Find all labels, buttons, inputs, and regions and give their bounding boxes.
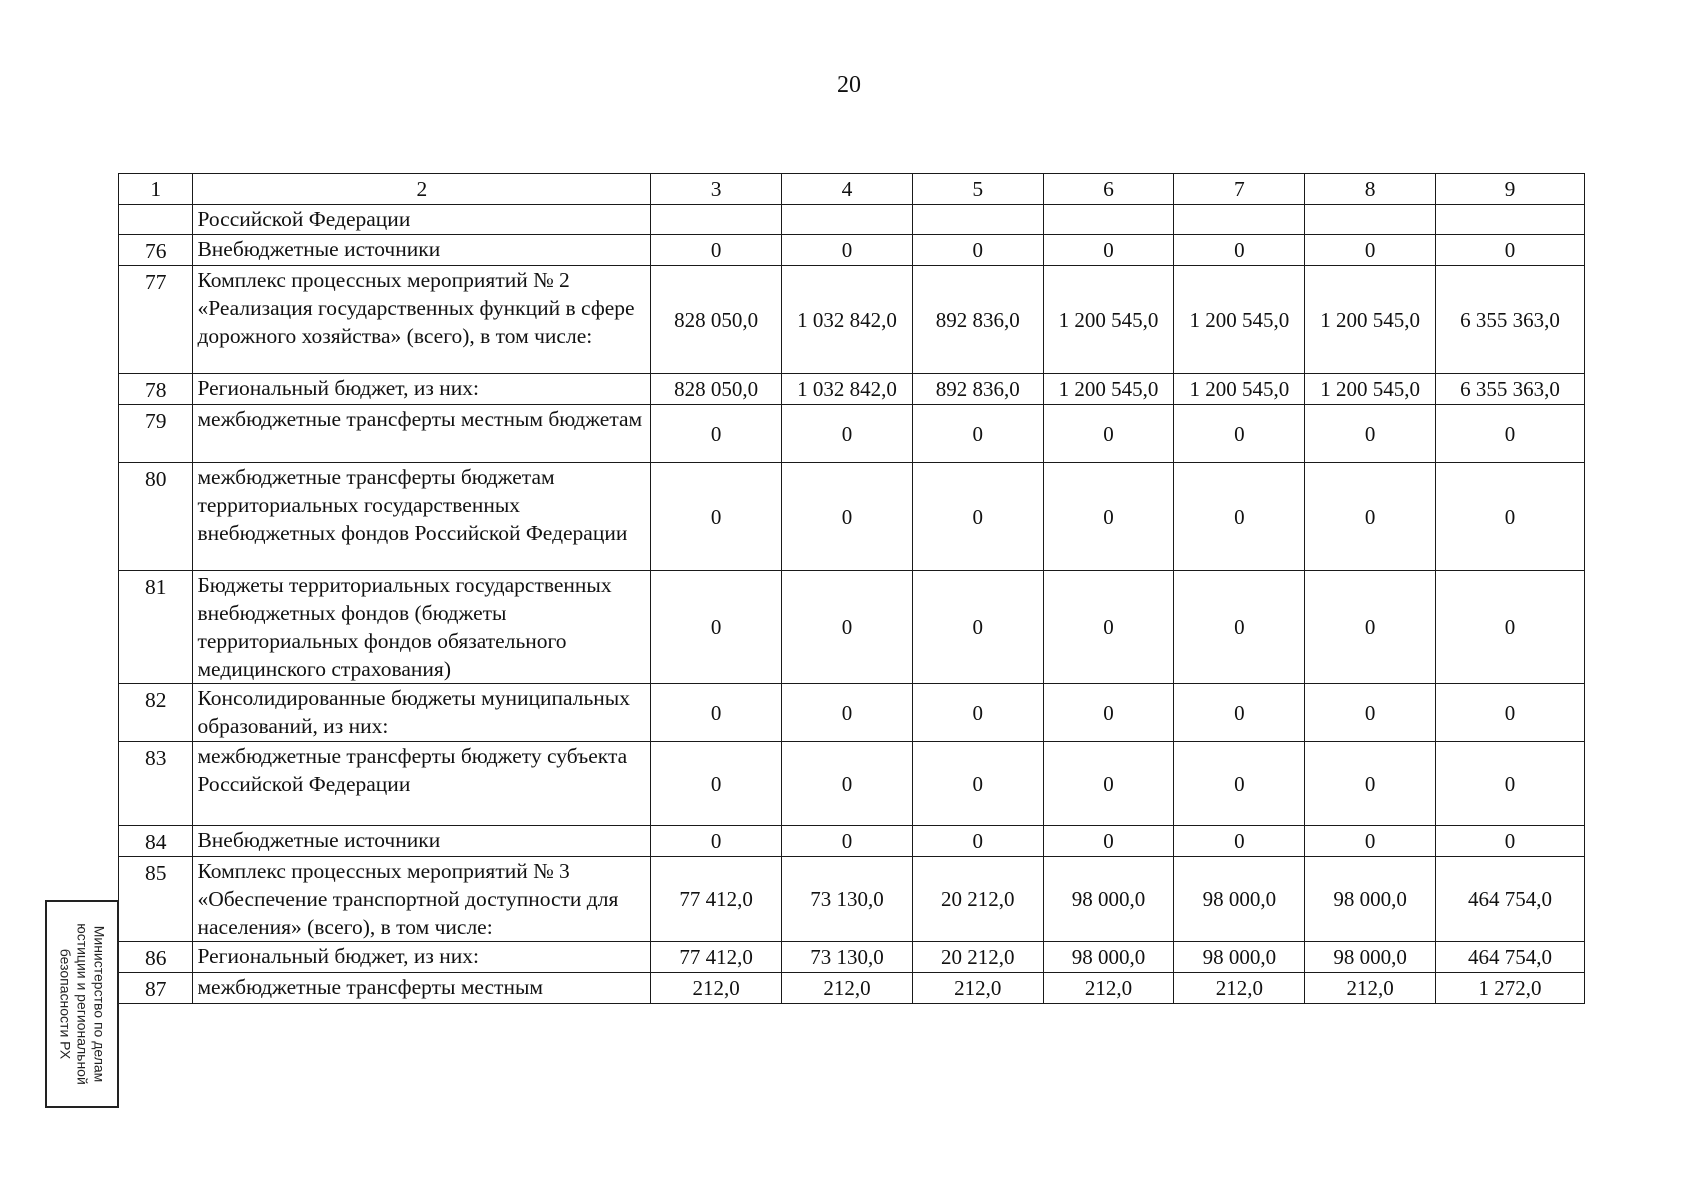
row-number: 84 — [119, 826, 193, 857]
value-cell: 212,0 — [651, 973, 782, 1004]
value-cell: 0 — [782, 235, 913, 266]
value-cell: 0 — [1436, 235, 1585, 266]
value-cell: 0 — [1043, 826, 1174, 857]
column-header: 9 — [1436, 174, 1585, 205]
value-cell: 0 — [651, 463, 782, 571]
value-cell — [912, 205, 1043, 235]
value-cell: 0 — [782, 571, 913, 684]
row-number — [119, 205, 193, 235]
row-name: межбюджетные трансферты местным — [193, 973, 651, 1004]
table-row — [119, 826, 1585, 857]
row-number: 83 — [119, 742, 193, 826]
column-header: 7 — [1174, 174, 1305, 205]
value-cell: 0 — [1043, 405, 1174, 463]
row-number: 80 — [119, 463, 193, 571]
column-header: 8 — [1305, 174, 1436, 205]
value-cell: 98 000,0 — [1174, 857, 1305, 942]
table-row — [119, 571, 1585, 684]
table-row — [119, 235, 1585, 266]
column-header: 2 — [193, 174, 651, 205]
row-number: 87 — [119, 973, 193, 1004]
row-name: Внебюджетные источники — [193, 826, 651, 857]
value-cell: 0 — [651, 405, 782, 463]
value-cell: 0 — [651, 235, 782, 266]
value-cell: 1 032 842,0 — [782, 266, 913, 374]
value-cell: 1 200 545,0 — [1043, 266, 1174, 374]
row-name: Консолидированные бюджеты муниципальных образований, из них: — [193, 684, 651, 742]
row-number: 82 — [119, 684, 193, 742]
column-header: 1 — [119, 174, 193, 205]
value-cell: 1 272,0 — [1436, 973, 1585, 1004]
column-header: 5 — [912, 174, 1043, 205]
value-cell: 0 — [1043, 742, 1174, 826]
value-cell: 0 — [1436, 742, 1585, 826]
table-row — [119, 463, 1585, 571]
value-cell: 464 754,0 — [1436, 942, 1585, 973]
value-cell: 0 — [1043, 235, 1174, 266]
value-cell: 77 412,0 — [651, 942, 782, 973]
value-cell: 0 — [1305, 571, 1436, 684]
value-cell: 98 000,0 — [1043, 857, 1174, 942]
value-cell: 0 — [1043, 684, 1174, 742]
column-header: 4 — [782, 174, 913, 205]
value-cell: 6 355 363,0 — [1436, 374, 1585, 405]
column-header: 3 — [651, 174, 782, 205]
value-cell: 212,0 — [782, 973, 913, 1004]
value-cell: 0 — [1436, 684, 1585, 742]
value-cell: 1 200 545,0 — [1305, 266, 1436, 374]
value-cell: 892 836,0 — [912, 374, 1043, 405]
value-cell: 98 000,0 — [1305, 942, 1436, 973]
row-number: 78 — [119, 374, 193, 405]
stamp-line: юстиции и региональной — [74, 923, 91, 1085]
value-cell: 0 — [1305, 684, 1436, 742]
value-cell: 0 — [651, 742, 782, 826]
value-cell: 20 212,0 — [912, 857, 1043, 942]
row-number: 85 — [119, 857, 193, 942]
row-name: Внебюджетные источники — [193, 235, 651, 266]
value-cell: 0 — [782, 684, 913, 742]
row-name: Региональный бюджет, из них: — [193, 374, 651, 405]
value-cell: 0 — [1174, 684, 1305, 742]
table-row — [119, 942, 1585, 973]
value-cell: 20 212,0 — [912, 942, 1043, 973]
value-cell: 0 — [1436, 463, 1585, 571]
value-cell: 892 836,0 — [912, 266, 1043, 374]
table-row — [119, 973, 1585, 1004]
value-cell: 98 000,0 — [1305, 857, 1436, 942]
value-cell: 828 050,0 — [651, 374, 782, 405]
value-cell: 0 — [912, 684, 1043, 742]
ministry-stamp — [45, 900, 119, 1108]
value-cell: 828 050,0 — [651, 266, 782, 374]
value-cell: 0 — [1174, 405, 1305, 463]
value-cell: 1 200 545,0 — [1305, 374, 1436, 405]
budget-table — [118, 173, 1585, 1004]
value-cell: 98 000,0 — [1174, 942, 1305, 973]
value-cell: 0 — [912, 463, 1043, 571]
value-cell: 77 412,0 — [651, 857, 782, 942]
value-cell: 464 754,0 — [1436, 857, 1585, 942]
value-cell: 0 — [1043, 463, 1174, 571]
value-cell: 1 200 545,0 — [1043, 374, 1174, 405]
value-cell: 0 — [912, 571, 1043, 684]
row-number: 76 — [119, 235, 193, 266]
value-cell: 6 355 363,0 — [1436, 266, 1585, 374]
value-cell: 0 — [1436, 826, 1585, 857]
value-cell: 0 — [782, 405, 913, 463]
value-cell: 0 — [782, 826, 913, 857]
value-cell: 1 032 842,0 — [782, 374, 913, 405]
row-number: 77 — [119, 266, 193, 374]
value-cell — [1305, 205, 1436, 235]
table-row — [119, 205, 1585, 235]
column-header: 6 — [1043, 174, 1174, 205]
table-row — [119, 405, 1585, 463]
row-number: 81 — [119, 571, 193, 684]
value-cell: 0 — [1436, 405, 1585, 463]
value-cell: 0 — [1305, 405, 1436, 463]
value-cell: 73 130,0 — [782, 942, 913, 973]
value-cell: 0 — [1043, 571, 1174, 684]
row-name: Бюджеты территориальных государственных внебюджетных фондов (бюджеты территориальных фондов обязательного медицинского страхования) — [193, 571, 651, 684]
value-cell: 0 — [1174, 742, 1305, 826]
value-cell — [1436, 205, 1585, 235]
value-cell: 0 — [782, 463, 913, 571]
value-cell: 0 — [1174, 571, 1305, 684]
value-cell: 212,0 — [912, 973, 1043, 1004]
value-cell: 0 — [1174, 463, 1305, 571]
page-number: 20 — [837, 72, 861, 98]
table-row — [119, 742, 1585, 826]
value-cell: 0 — [1305, 235, 1436, 266]
value-cell: 98 000,0 — [1043, 942, 1174, 973]
stamp-line: безопасности РХ — [57, 948, 74, 1060]
value-cell: 0 — [782, 742, 913, 826]
value-cell: 0 — [651, 571, 782, 684]
table-row — [119, 266, 1585, 374]
value-cell — [1174, 205, 1305, 235]
stamp-text — [57, 904, 108, 1104]
value-cell: 0 — [651, 684, 782, 742]
table-row — [119, 684, 1585, 742]
value-cell: 0 — [1305, 463, 1436, 571]
row-number: 86 — [119, 942, 193, 973]
value-cell: 212,0 — [1043, 973, 1174, 1004]
value-cell: 0 — [1174, 235, 1305, 266]
table-row — [119, 857, 1585, 942]
row-name: межбюджетные трансферты бюджетам территориальных государственных внебюджетных фондов Российской Федерации — [193, 463, 651, 571]
value-cell — [782, 205, 913, 235]
header-row — [119, 174, 1585, 205]
value-cell: 0 — [651, 826, 782, 857]
value-cell: 0 — [912, 826, 1043, 857]
value-cell: 0 — [1305, 826, 1436, 857]
row-name: Региональный бюджет, из них: — [193, 942, 651, 973]
table-body — [119, 174, 1585, 1004]
value-cell — [1043, 205, 1174, 235]
value-cell: 0 — [1305, 742, 1436, 826]
value-cell: 1 200 545,0 — [1174, 266, 1305, 374]
value-cell: 73 130,0 — [782, 857, 913, 942]
row-name: межбюджетные трансферты местным бюджетам — [193, 405, 651, 463]
value-cell: 0 — [912, 235, 1043, 266]
value-cell: 0 — [912, 742, 1043, 826]
value-cell: 0 — [1174, 826, 1305, 857]
value-cell: 0 — [912, 405, 1043, 463]
value-cell: 212,0 — [1174, 973, 1305, 1004]
table-row — [119, 374, 1585, 405]
stamp-line: Министерство по делам — [91, 925, 108, 1083]
row-number: 79 — [119, 405, 193, 463]
row-name: межбюджетные трансферты бюджету субъекта Российской Федерации — [193, 742, 651, 826]
row-name: Комплекс процессных мероприятий № 2 «Реализация государственных функций в сфере дорожного хозяйства» (всего), в том числе: — [193, 266, 651, 374]
row-name: Российской Федерации — [193, 205, 651, 235]
row-name: Комплекс процессных мероприятий № 3 «Обеспечение транспортной доступности для населения» (всего), в том числе: — [193, 857, 651, 942]
value-cell: 1 200 545,0 — [1174, 374, 1305, 405]
value-cell: 212,0 — [1305, 973, 1436, 1004]
value-cell: 0 — [1436, 571, 1585, 684]
value-cell — [651, 205, 782, 235]
